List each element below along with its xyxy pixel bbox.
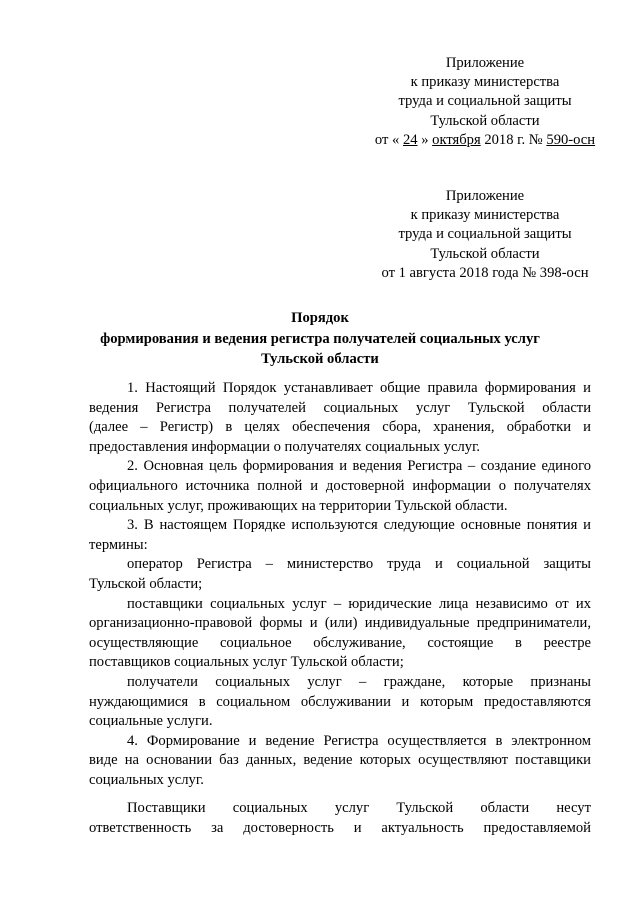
word: услуг [334,800,370,817]
document-title [40,308,600,370]
text-line: ведения Регистра получателей социальных услуг Тульской области [89,399,591,416]
appendix-label: Приложение [445,55,525,71]
appendix-date-line [350,131,620,150]
appendix-ministry-line: труда и социальной защиты [398,93,572,110]
appendix-order-line: к приказу министерства [410,207,560,224]
text-line: термины: [89,536,148,553]
text-line: нуждающимися в социальном обслуживании и которым предоставляются [89,693,591,710]
text-line: поставщики социальных услуг – юридические лица независимо от их [127,595,591,612]
text-line [89,799,591,819]
word: Поставщики [127,800,206,817]
word: социальных [232,800,308,817]
paragraph-6 [89,673,591,732]
text-line: социальных услуг, проживающих на территории Тульской области. [89,497,508,514]
paragraph-8 [89,799,591,838]
appendix-header-current [350,54,620,150]
appendix-header-previous [350,187,620,283]
appendix-region-line: Тульской области [430,245,540,262]
text-line: ответственность за достоверность и актуальность предоставляемой [89,820,591,837]
appendix-order-line: к приказу министерства [410,74,560,91]
word: несут [556,800,591,817]
text-line: оператор Регистра – министерство труда и социальной защиты [127,556,591,573]
word: Тульской [396,800,454,817]
text-line: получатели социальных услуг – граждане, которые признаны [127,673,591,690]
text-line: организационно-правовой формы и (или) индивидуальные предприниматели, [89,615,591,632]
text-line: 2. Основная цель формирования и ведения Регистра – создание единого [127,458,591,475]
date-mid: » [417,131,433,148]
title-line: Тульской области [261,351,379,367]
text-line: осуществляющие социальное обслуживание, состоящие в реестре [89,634,591,651]
paragraph-2 [89,457,591,516]
text-line: Тульской области; [89,575,203,592]
order-number: 590-осн [546,131,596,148]
text-line: официального источника полной и достоверной информации о получателях [89,477,591,494]
text-line: 4. Формирование и ведение Регистра осуществляется в электронном [127,732,591,749]
title-line: формирования и ведения регистра получателей социальных услуг [100,330,540,347]
date-prefix: от « [374,131,403,148]
title-line: Порядок [291,310,349,326]
date-day: 24 [402,131,418,148]
text-line: предоставления информации о получателях социальных услуг. [89,438,481,455]
appendix-ministry-line: труда и социальной защиты [398,226,572,243]
date-month: октября [432,131,481,148]
text-line: 3. В настоящем Порядке используются следующие основные понятия и [127,517,591,534]
text-line: поставщиков социальных услуг Тульской области; [89,654,404,671]
paragraph-3 [89,516,591,555]
text-line: социальных услуг. [89,771,204,788]
text-line: виде на основании баз данных, ведение которых осуществляют поставщики [89,752,591,769]
appendix-label: Приложение [445,188,525,204]
paragraph-1 [89,379,591,457]
text-line: (далее – Регистр) в целях обеспечения сбора, хранения, обработки и [89,419,591,436]
date-year: 2018 г. № [480,131,547,148]
appendix-region-line: Тульской области [430,112,540,129]
document-body [89,379,591,839]
word: области [480,800,530,817]
paragraph-4 [89,555,591,594]
paragraph-7 [89,732,591,791]
appendix-date-line: от 1 августа 2018 года № 398-осн [381,264,589,281]
paragraph-5 [89,595,591,673]
text-line: социальные услуги. [89,713,213,730]
text-line: 1. Настоящий Порядок устанавливает общие правила формирования и [127,380,591,396]
